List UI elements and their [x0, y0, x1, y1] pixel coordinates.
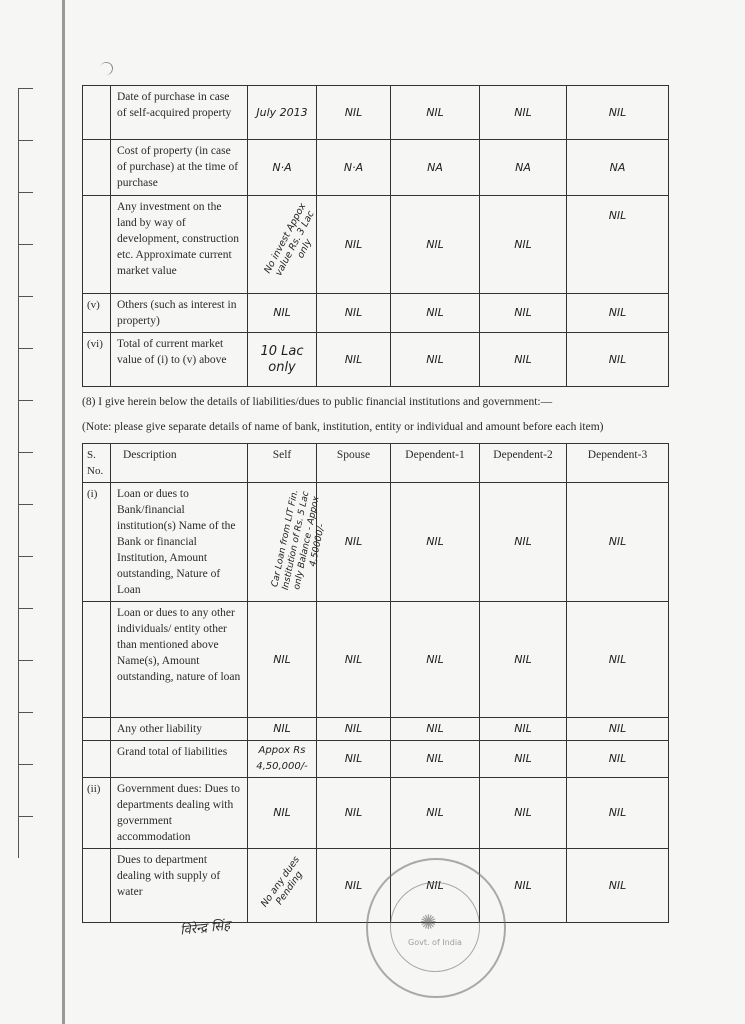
dependent-3-cell: NIL — [567, 602, 669, 718]
description-cell: Any investment on the land by way of development, construction etc. Approximate current market value — [111, 196, 248, 294]
dependent-3-cell: NIL — [567, 849, 669, 923]
dependent-2-cell: NIL — [480, 741, 567, 778]
dependent-1-cell: NIL — [391, 196, 480, 294]
table-row — [83, 483, 669, 602]
header-dependent-2: Dependent-2 — [480, 444, 567, 483]
dependent-3-cell: NA — [567, 140, 669, 196]
dependent-3-cell: NIL — [567, 196, 669, 294]
dependent-2-cell: NIL — [480, 778, 567, 849]
spouse-cell: NIL — [317, 849, 391, 923]
self-rotated-note: No any dues Pending — [258, 853, 305, 909]
dependent-2-cell: NIL — [480, 718, 567, 741]
table-row — [83, 602, 669, 718]
description-cell: Any other liability — [111, 718, 248, 741]
dependent-1-cell: NIL — [391, 778, 480, 849]
binding-ruler — [18, 88, 33, 858]
header-self: Self — [248, 444, 317, 483]
sno-cell: (vi) — [83, 333, 111, 387]
description-cell: Government dues: Dues to departments dealing with government accommodation — [111, 778, 248, 849]
section-8-heading: (8) I give herein below the details of liabilities/dues to public financial institutions and government:— — [82, 396, 553, 408]
signature: विरेन्द्र सिंह — [179, 918, 231, 939]
dependent-3-cell: NIL — [567, 294, 669, 333]
self-cell: NIL — [248, 294, 317, 333]
dependent-1-cell: NIL — [391, 741, 480, 778]
self-cell — [248, 483, 328, 602]
dependent-1-cell: NIL — [391, 483, 480, 602]
dependent-2-cell: NIL — [480, 602, 567, 718]
table-row — [83, 86, 669, 140]
description-cell: Date of purchase in case of self-acquired property — [111, 86, 248, 140]
self-cell: 10 Lac only — [248, 333, 317, 387]
table-row — [83, 294, 669, 333]
sno-cell — [83, 86, 111, 140]
dependent-2-cell: NA — [480, 140, 567, 196]
dependent-1-cell: NIL — [391, 333, 480, 387]
spouse-cell: NIL — [317, 741, 391, 778]
spouse-cell: NIL — [317, 294, 391, 333]
seal-text: Govt. of India — [408, 938, 462, 947]
spouse-cell: NIL — [317, 333, 391, 387]
dependent-3-cell: NIL — [567, 718, 669, 741]
sno-cell: (ii) — [83, 778, 111, 849]
page-margin-line — [62, 0, 65, 1024]
spouse-cell: NIL — [317, 602, 391, 718]
spouse-cell: NIL — [317, 778, 391, 849]
dependent-2-cell: NIL — [480, 294, 567, 333]
dependent-1-cell: NIL — [391, 849, 480, 923]
emblem-icon: ✺ — [420, 910, 437, 934]
self-cell: July 2013 — [248, 86, 317, 140]
sno-cell — [83, 196, 111, 294]
header-dependent-3: Dependent-3 — [567, 444, 669, 483]
spouse-cell: NIL — [317, 718, 391, 741]
self-cell — [248, 196, 317, 294]
description-cell: Loan or dues to Bank/financial institution(s) Name of the Bank or financial Institution, Amount outstanding, Nature of Loan — [111, 483, 248, 602]
header-description: Description — [111, 444, 248, 483]
spouse-cell: NIL — [317, 196, 391, 294]
self-cell: NIL — [248, 718, 317, 741]
dependent-2-cell: NIL — [480, 483, 567, 602]
spouse-cell: N·A — [317, 140, 391, 196]
sno-cell — [83, 718, 111, 741]
dependent-3-cell: NIL — [567, 333, 669, 387]
table-row — [83, 718, 669, 741]
punch-hole-mark — [99, 61, 115, 77]
header-sno: S. No. — [83, 444, 111, 483]
dependent-3-cell: NIL — [567, 483, 669, 602]
dependent-1-cell: NIL — [391, 294, 480, 333]
table-row — [83, 333, 669, 387]
dependent-2-cell: NIL — [480, 196, 567, 294]
sno-cell — [83, 602, 111, 718]
liabilities-table — [82, 443, 669, 923]
assets-table — [82, 85, 669, 387]
header-spouse: Spouse — [317, 444, 391, 483]
self-cell: NIL — [248, 778, 317, 849]
dependent-2-cell: NIL — [480, 333, 567, 387]
dependent-1-cell: NIL — [391, 602, 480, 718]
table-row — [83, 741, 669, 778]
sno-cell — [83, 140, 111, 196]
spouse-cell: NIL — [317, 483, 391, 602]
dependent-1-cell: NA — [391, 140, 480, 196]
sno-cell: (i) — [83, 483, 111, 602]
sno-cell: (v) — [83, 294, 111, 333]
description-cell: Others (such as interest in property) — [111, 294, 248, 333]
sno-cell — [83, 849, 111, 923]
description-cell: Dues to department dealing with supply of water — [111, 849, 248, 923]
dependent-1-cell: NIL — [391, 86, 480, 140]
description-cell: Grand total of liabilities — [111, 741, 248, 778]
table-row — [83, 140, 669, 196]
header-dependent-1: Dependent-1 — [391, 444, 480, 483]
dependent-3-cell: NIL — [567, 741, 669, 778]
table-row — [83, 196, 669, 294]
self-rotated-note: Car Loan from LIT Fin. Institution of Rs. 5 Lac only Balance - Appox 4,50000/- — [270, 488, 328, 591]
dependent-2-cell: NIL — [480, 86, 567, 140]
section-8-note: (Note: please give separate details of name of bank, institution, entity or individual and amount before each item) — [82, 421, 604, 433]
description-cell: Total of current market value of (i) to (v) above — [111, 333, 248, 387]
table-row — [83, 778, 669, 849]
description-cell: Loan or dues to any other individuals/ entity other than mentioned above Name(s), Amount outstanding, nature of loan — [111, 602, 248, 718]
description-cell: Cost of property (in case of purchase) at the time of purchase — [111, 140, 248, 196]
self-cell: N·A — [248, 140, 317, 196]
self-cell — [248, 849, 317, 923]
sno-cell — [83, 741, 111, 778]
self-cell: Appox Rs 4,50,000/- — [248, 741, 317, 778]
dependent-3-cell: NIL — [567, 778, 669, 849]
self-rotated-note: No invest Appox value Rs. 3 Lac only — [262, 201, 317, 278]
dependent-1-cell: NIL — [391, 718, 480, 741]
table-header-row — [83, 444, 669, 483]
dependent-3-cell: NIL — [567, 86, 669, 140]
dependent-2-cell: NIL — [480, 849, 567, 923]
spouse-cell: NIL — [317, 86, 391, 140]
self-cell: NIL — [248, 602, 317, 718]
official-seal — [366, 858, 506, 998]
